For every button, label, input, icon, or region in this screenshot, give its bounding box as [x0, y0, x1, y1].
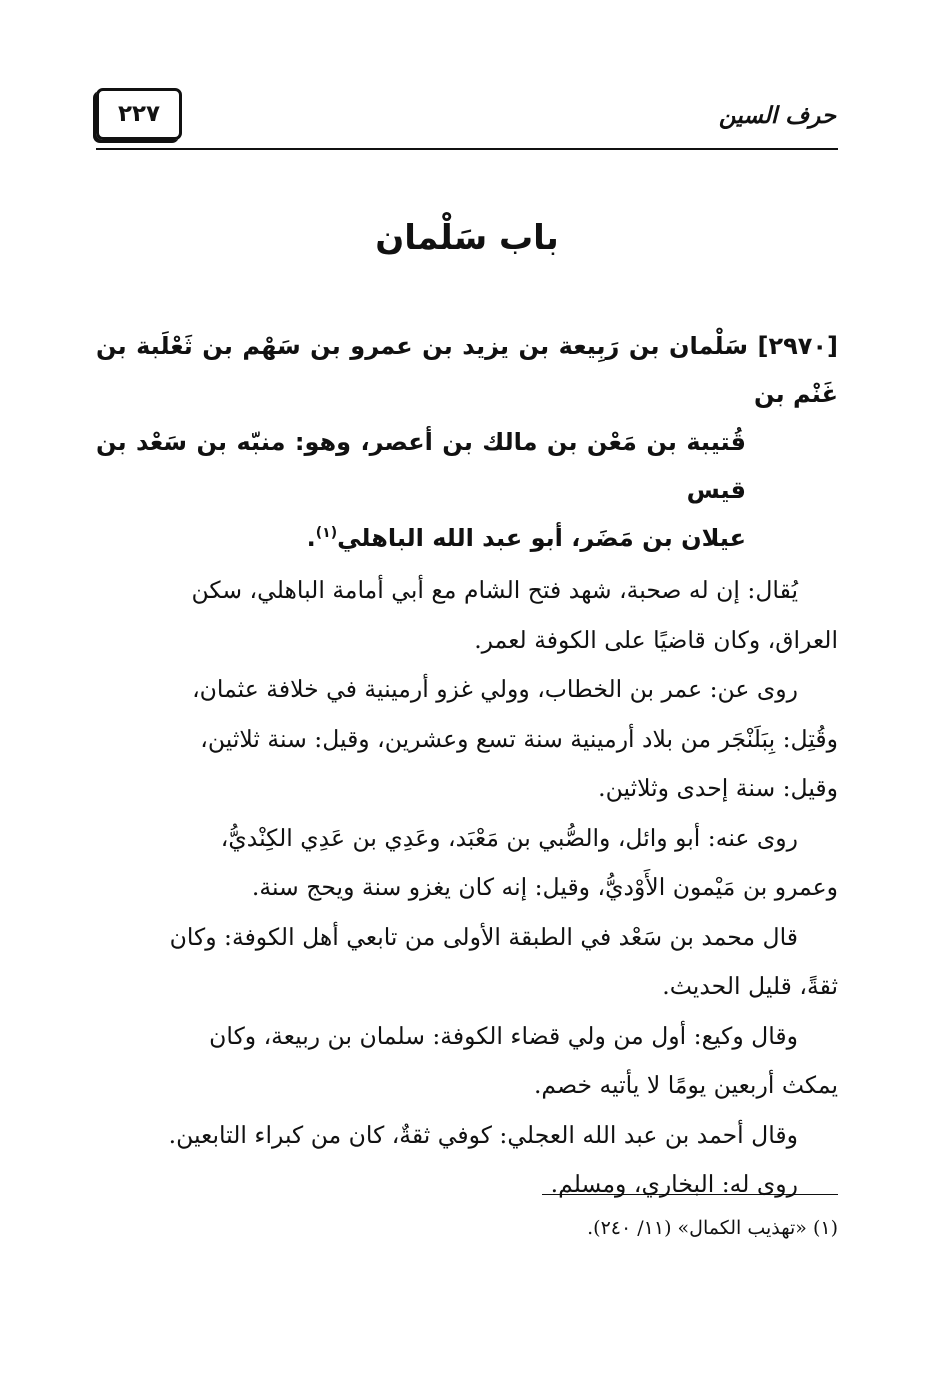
paragraph-line: يمكث أربعين يومًا لا يأتيه خصم.	[533, 1071, 838, 1099]
running-title: حرف السين	[718, 102, 836, 129]
running-header	[96, 88, 838, 152]
paragraph-line: وعمرو بن مَيْمون الأَوْديُّ، وقيل: إنه كان يغزو سنة ويحج سنة.	[251, 873, 838, 901]
paragraph-line: روى عن: عمر بن الخطاب، وولي غزو أرمينية في خلافة عثمان،	[192, 675, 798, 703]
paragraph-narrated-by	[96, 1160, 838, 1210]
paragraph-line: روى له: البخاري، ومسلم.	[550, 1170, 798, 1198]
paragraph-line: العراق، وكان قاضيًا على الكوفة لعمر.	[474, 625, 838, 654]
paragraph-line: يُقال: إن له صحبة، شهد فتح الشام مع أبي أمامة الباهلي، سكن	[191, 576, 798, 604]
entry-heading	[96, 322, 838, 562]
header-rule	[96, 148, 838, 150]
paragraph-narrators	[96, 814, 838, 913]
paragraph-line: وقال وكيع: أول من ولي قضاء الكوفة: سلمان بن ربيعة، وكان	[209, 1021, 798, 1050]
paragraph-narrated-from	[96, 665, 838, 814]
paragraph-line: روى عنه: أبو وائل، والصُّبي بن مَعْبَد، وعَدِي بن عَدِي الكِنْديُّ،	[220, 823, 798, 852]
chapter-title: باب سَلْمان	[375, 218, 559, 258]
paragraph-line: ثقةً، قليل الحديث.	[662, 972, 838, 1000]
entry-heading-line	[96, 514, 838, 562]
entry-heading-line: [٢٩٧٠] سَلْمان بن رَبِيعة بن يزيد بن عمرو بن سَهْم بن ثَعْلَبة بن غَنْم بن	[96, 332, 838, 408]
paragraph-line: قال محمد بن سَعْد في الطبقة الأولى من تابعي أهل الكوفة: وكان	[169, 922, 798, 951]
paragraph-line: وقال أحمد بن عبد الله العجلي: كوفي ثقةٌ، كان من كبراء التابعين.	[168, 1120, 798, 1149]
footnote-separator	[542, 1194, 838, 1195]
paragraph-ijli	[96, 1111, 838, 1161]
paragraph-companionship	[96, 566, 838, 665]
paragraph-line: وقيل: سنة إحدى وثلاثين.	[598, 774, 838, 802]
page-number: ٢٢٧	[96, 88, 182, 140]
footnote: (١) «تهذيب الكمال» (١١/ ٢٤٠).	[587, 1217, 838, 1239]
paragraph-ibn-saad	[96, 913, 838, 1012]
entry-body	[96, 322, 838, 1210]
footnote-reference[interactable]: (١)	[315, 525, 338, 541]
entry-heading-line: قُتيبة بن مَعْن بن مالك بن أعصر، وهو: منبّه بن سَعْد بن قيس	[96, 428, 746, 504]
entry-heading-text: عيلان بن مَضَر، أبو عبد الله الباهلي	[337, 524, 746, 552]
paragraph-line: وقُتِل: بِبَلَنْجَر من بلاد أرمينية سنة تسع وعشرين، وقيل: سنة ثلاثين،	[200, 724, 838, 753]
entry-heading-end: .	[306, 524, 316, 552]
paragraph-waki	[96, 1012, 838, 1111]
